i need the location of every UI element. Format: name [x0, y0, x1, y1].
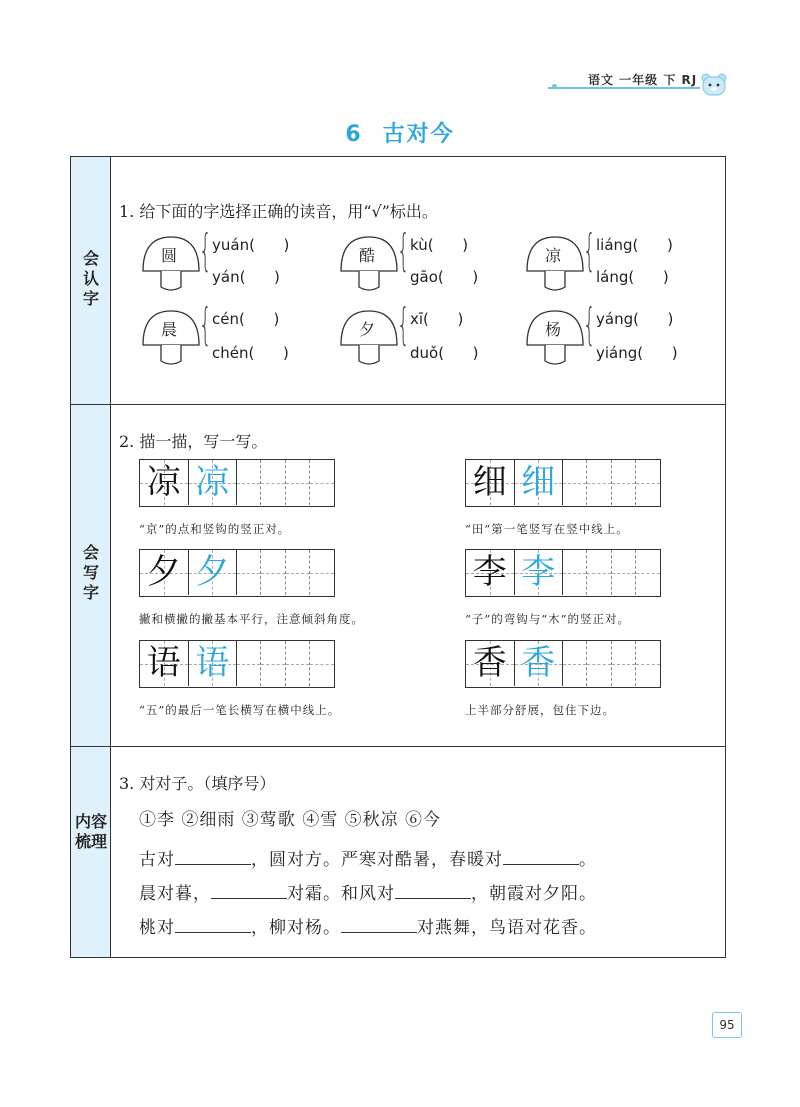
- model-char-cell: [140, 550, 189, 595]
- practice-half-cell[interactable]: [563, 460, 587, 505]
- pinyin-option[interactable]: chén( ): [212, 344, 289, 362]
- practice-half-cell[interactable]: [286, 460, 310, 505]
- practice-half-cell[interactable]: [612, 641, 636, 686]
- practice-half-cell[interactable]: [612, 460, 636, 505]
- q3-title: 3. 对对子。（填序号）: [119, 774, 276, 793]
- q1-title: 1. 给下面的字选择正确的读音，用“√”标出。: [119, 202, 438, 221]
- answer-blank[interactable]: [503, 850, 579, 865]
- writing-grid[interactable]: [139, 549, 335, 597]
- practice-half-cell[interactable]: [286, 641, 310, 686]
- answer-blank[interactable]: [341, 918, 417, 933]
- section-divider: [71, 404, 725, 405]
- writing-tip: “五”的最后一笔长横写在横中线上。: [139, 703, 341, 717]
- trace-char-cell[interactable]: [515, 641, 564, 686]
- exercise-frame: [70, 156, 726, 958]
- practice-half-cell[interactable]: [612, 550, 636, 595]
- practice-half-cell[interactable]: [237, 550, 261, 595]
- trace-char: 凉: [195, 462, 230, 502]
- header-subject: 语文 一年级 下 RJ: [588, 73, 698, 87]
- practice-half-cell[interactable]: [636, 641, 660, 686]
- trace-char-cell[interactable]: [189, 460, 238, 505]
- practice-half-cell[interactable]: [237, 460, 261, 505]
- pinyin-option[interactable]: yiáng( ): [596, 344, 678, 362]
- q1-char: 杨: [544, 320, 561, 339]
- header-dot: [552, 84, 557, 89]
- lesson-number: 6: [345, 122, 363, 147]
- q1-char: 圆: [160, 246, 177, 265]
- text-fragment: 桃对: [139, 918, 175, 938]
- pinyin-option[interactable]: kù( ): [410, 236, 469, 254]
- practice-half-cell[interactable]: [636, 550, 660, 595]
- writing-grid[interactable]: [465, 459, 661, 507]
- answer-blank[interactable]: [175, 850, 251, 865]
- bear-mascot-icon: [700, 72, 728, 96]
- lesson-title: [0, 117, 800, 148]
- model-char: 李: [472, 552, 507, 592]
- writing-grid[interactable]: [139, 640, 335, 688]
- practice-half-cell[interactable]: [310, 641, 334, 686]
- pinyin-option[interactable]: láng( ): [596, 268, 669, 286]
- answer-blank[interactable]: [211, 884, 287, 899]
- practice-half-cell[interactable]: [636, 460, 660, 505]
- model-char: 香: [472, 643, 507, 683]
- q3-options: ①李 ②细雨 ③莺歌 ④雪 ⑤秋凉 ⑥今: [139, 810, 442, 830]
- model-char-cell: [466, 460, 515, 505]
- q1-char: 晨: [160, 320, 177, 339]
- q2-title: 2. 描一描，写一写。: [119, 432, 268, 451]
- model-char-cell: [140, 641, 189, 686]
- writing-grid[interactable]: [465, 640, 661, 688]
- practice-half-cell[interactable]: [286, 550, 310, 595]
- writing-tip: “田”第一笔竖写在竖中线上。: [465, 522, 629, 536]
- practice-half-cell[interactable]: [587, 550, 611, 595]
- section-label-review: [71, 812, 111, 852]
- pinyin-option[interactable]: gāo( ): [410, 268, 479, 286]
- writing-tip: “京”的点和竖钩的竖正对。: [139, 522, 291, 536]
- trace-char: 细: [521, 462, 556, 502]
- model-char-cell: [466, 641, 515, 686]
- q1-char: 凉: [544, 246, 561, 265]
- brace-icon: {: [397, 225, 410, 276]
- brace-icon: {: [199, 225, 212, 276]
- model-char: 细: [472, 462, 507, 502]
- practice-half-cell[interactable]: [563, 550, 587, 595]
- writing-tip: “子”的弯钩与“木”的竖正对。: [465, 612, 631, 626]
- text-fragment: 对燕舞，鸟语对花香。: [417, 918, 597, 938]
- text-fragment: 古对: [139, 850, 175, 870]
- pinyin-option[interactable]: yáng( ): [596, 310, 674, 328]
- brace-icon: {: [583, 299, 596, 350]
- q3-line-3: [139, 913, 597, 938]
- trace-char-cell[interactable]: [515, 550, 564, 595]
- answer-blank[interactable]: [395, 884, 471, 899]
- trace-char: 语: [195, 643, 230, 683]
- practice-half-cell[interactable]: [563, 641, 587, 686]
- text-fragment: ，朝霞对夕阳。: [471, 884, 597, 904]
- trace-char-cell[interactable]: [189, 550, 238, 595]
- brace-icon: {: [583, 225, 596, 276]
- pinyin-option[interactable]: yán( ): [212, 268, 280, 286]
- section-label-text: 内容梳理: [75, 812, 108, 851]
- q1-char: 酷: [358, 246, 375, 265]
- practice-half-cell[interactable]: [261, 460, 285, 505]
- writing-grid[interactable]: [139, 459, 335, 507]
- trace-char-cell[interactable]: [515, 460, 564, 505]
- brace-icon: {: [199, 299, 212, 350]
- practice-half-cell[interactable]: [261, 550, 285, 595]
- model-char-cell: [466, 550, 515, 595]
- writing-tip: 撇和横撇的撇基本平行，注意倾斜角度。: [139, 612, 364, 626]
- brace-icon: {: [397, 299, 410, 350]
- practice-half-cell[interactable]: [587, 460, 611, 505]
- q3-line-2: [139, 879, 597, 904]
- trace-char: 李: [521, 552, 556, 592]
- section-label-recognize: [71, 249, 111, 309]
- section-label-write: [71, 543, 111, 603]
- practice-half-cell[interactable]: [310, 550, 334, 595]
- model-char: 语: [146, 643, 181, 683]
- practice-half-cell[interactable]: [587, 641, 611, 686]
- trace-char: 夕: [195, 552, 230, 592]
- pinyin-option[interactable]: duǒ( ): [410, 344, 479, 362]
- model-char-cell: [140, 460, 189, 505]
- model-char: 凉: [146, 462, 181, 502]
- section-divider: [71, 746, 725, 747]
- text-fragment: 对霜。和风对: [287, 884, 395, 904]
- text-fragment: ，圆对方。严寒对酷暑，春暖对: [251, 850, 503, 870]
- practice-half-cell[interactable]: [261, 641, 285, 686]
- answer-blank[interactable]: [175, 918, 251, 933]
- lesson-name: 古对今: [382, 122, 455, 147]
- trace-char-cell[interactable]: [189, 641, 238, 686]
- trace-char: 香: [521, 643, 556, 683]
- page-number: 95: [712, 1012, 742, 1038]
- writing-grid[interactable]: [465, 549, 661, 597]
- writing-tip: 上半部分舒展，包住下边。: [465, 703, 615, 717]
- q1-char: 夕: [358, 320, 375, 339]
- pinyin-option[interactable]: yuán( ): [212, 236, 290, 254]
- q3-line-1: [139, 845, 597, 870]
- section-label-text: 会认字: [82, 249, 99, 308]
- section-label-text: 会写字: [82, 543, 99, 602]
- practice-half-cell[interactable]: [237, 641, 261, 686]
- practice-half-cell[interactable]: [310, 460, 334, 505]
- model-char: 夕: [146, 552, 181, 592]
- pinyin-option[interactable]: liáng( ): [596, 236, 673, 254]
- text-fragment: ，柳对杨。: [251, 918, 341, 938]
- text-fragment: 晨对暮，: [139, 884, 211, 904]
- pinyin-option[interactable]: cén( ): [212, 310, 280, 328]
- text-fragment: 。: [579, 850, 597, 870]
- pinyin-option[interactable]: xī( ): [410, 310, 464, 328]
